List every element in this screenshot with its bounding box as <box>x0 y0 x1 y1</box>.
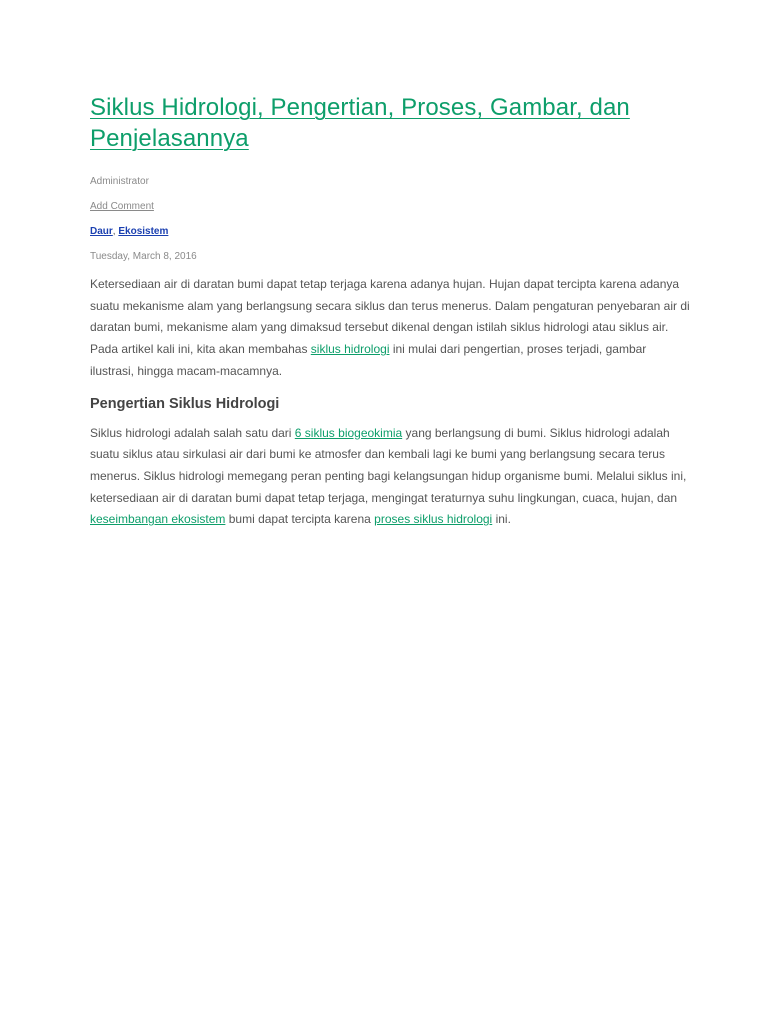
article <box>90 92 690 531</box>
post-title-link[interactable]: Siklus Hidrologi, Pengertian, Proses, Gambar, dan Penjelasannya <box>90 94 630 152</box>
definition-text-b: yang berlangsung di bumi. Siklus hidrologi adalah suatu siklus atau sirkulasi air dari bumi ke atmosfer dan kembali lagi ke bumi yang berlangsung secara terus menerus. Siklus hidrologi memegang peran penting bagi kelangsungan hidup organisme bumi. Melalui siklus ini, ketersediaan air di daratan bumi dapat tetap terjaga, mengingat teraturnya suhu lingkungan, cuaca, hujan, dan <box>90 425 687 505</box>
link-proses-siklus-hidrologi[interactable]: proses siklus hidrologi <box>374 512 493 527</box>
link-siklus-hidrologi[interactable]: siklus hidrologi <box>310 342 390 357</box>
intro-paragraph <box>90 274 690 383</box>
post-date: Tuesday, March 8, 2016 <box>90 251 197 262</box>
post-author: Administrator <box>90 176 149 187</box>
add-comment-row <box>90 201 690 213</box>
post-labels <box>90 226 690 238</box>
definition-text-a: Siklus hidrologi adalah salah satu dari <box>90 425 295 440</box>
label-link-daur[interactable]: Daur <box>90 226 113 237</box>
label-link-ekosistem[interactable]: Ekosistem <box>118 226 169 237</box>
definition-text-c: bumi dapat tercipta karena <box>225 512 375 527</box>
link-6-siklus-biogeokimia[interactable]: 6 siklus biogeokimia <box>294 425 403 440</box>
post-title <box>90 92 690 154</box>
definition-paragraph <box>90 423 690 532</box>
intro-text-a: Ketersediaan air di daratan bumi dapat tetap terjaga karena adanya hujan. Hujan dapat tercipta karena adanya suatu mekanisme alam yang berlangsung secara siklus dan terus menerus. Dalam pengaturan penyebaran air di daratan bumi, mekanisme alam yang dimaksud tersebut dikenal dengan istilah siklus hidrologi atau siklus air. Pada artikel kali ini, kita akan membahas <box>90 277 690 357</box>
section-heading: Pengertian Siklus Hidrologi <box>90 395 280 412</box>
definition-text-d: ini. <box>492 512 511 527</box>
label-separator: , <box>112 226 119 237</box>
add-comment-link[interactable]: Add Comment <box>90 201 154 212</box>
intro-text-b: ini mulai dari pengertian, proses terjadi, gambar ilustrasi, hingga macam-macamnya. <box>90 342 647 378</box>
link-keseimbangan-ekosistem[interactable]: keseimbangan ekosistem <box>90 512 226 527</box>
